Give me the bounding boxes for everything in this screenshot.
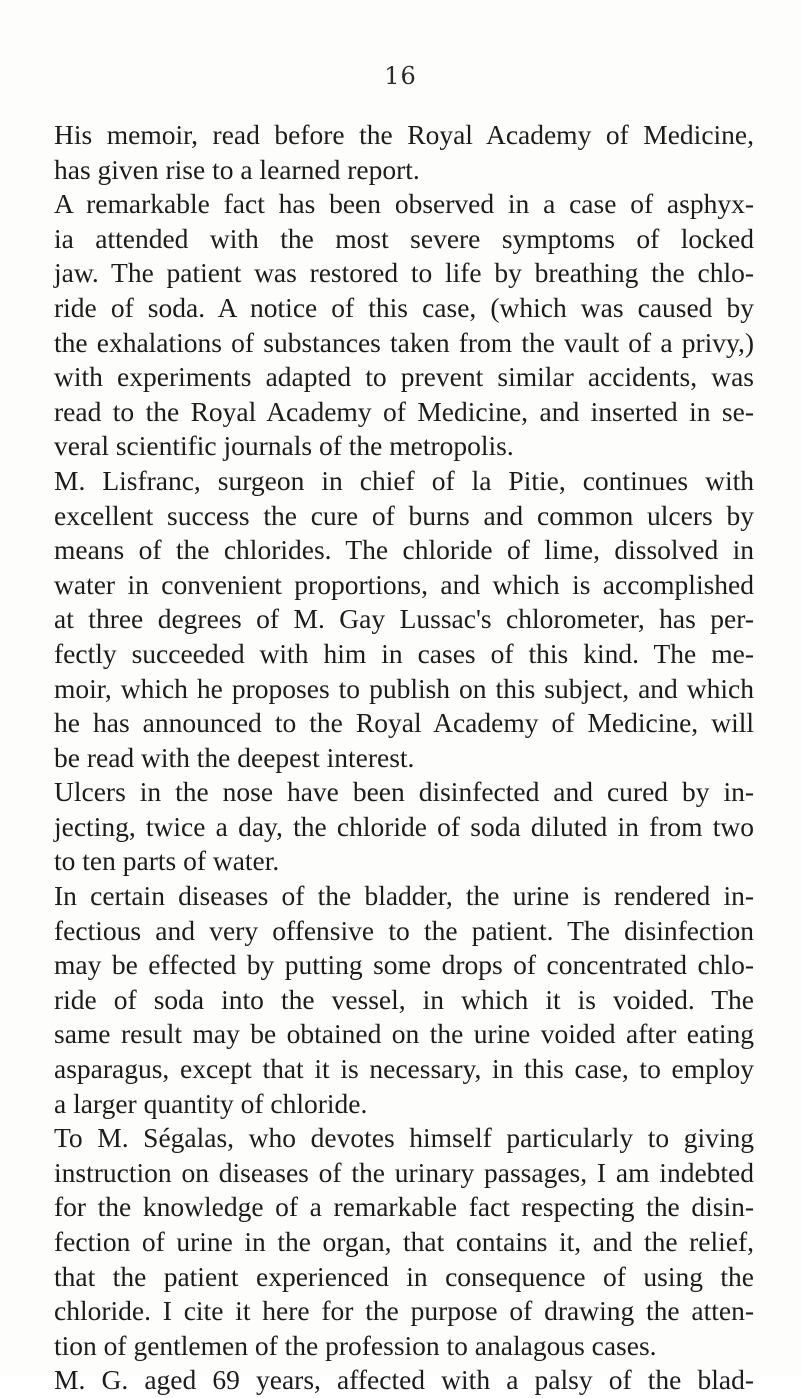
text-line: be read with the deepest interest. [54, 741, 415, 773]
text-line: tion of gentlemen of the profession to analagous cases. [54, 1329, 657, 1361]
text-line: to ten parts of water. [54, 845, 280, 877]
text-line: that the patient experienced in consequence of using the [54, 1260, 754, 1292]
text-line: for the knowledge of a remarkable fact respecting the disin- [54, 1191, 754, 1223]
text-line: may be effected by putting some drops of concentrated chlo- [54, 949, 754, 981]
text-line: In certain diseases of the bladder, the urine is rendered in- [54, 880, 754, 912]
text-line: jaw. The patient was restored to life by breathing the chlo- [54, 257, 754, 289]
text-line: Ulcers in the nose have been disinfected and cured by in- [54, 776, 754, 808]
text-line: he has announced to the Royal Academy of Medicine, will [54, 707, 754, 739]
text-line: fection of urine in the organ, that contains it, and the relief, [54, 1226, 754, 1257]
text-line: read to the Royal Academy of Medicine, and inserted in se- [54, 395, 754, 427]
page-number: 16 [384, 62, 417, 90]
text-line: fectly succeeded with him in cases of this kind. The me- [54, 637, 754, 669]
text-line: ride of soda. A notice of this case, (which was caused by [54, 291, 754, 323]
text-line: ride of soda into the vessel, in which it is voided. The [54, 983, 754, 1015]
text-line: His memoir, read before the Royal Academy of Medicine, [54, 119, 754, 150]
text-line: excellent success the cure of burns and common ulcers by [54, 499, 754, 531]
text-line: has given rise to a learned report. [54, 153, 420, 185]
text-line: asparagus, except that it is necessary, in this case, to employ [54, 1053, 754, 1085]
text-line: chloride. I cite it here for the purpose of drawing the atten- [54, 1295, 754, 1327]
text-line: at three degrees of M. Gay Lussac's chlorometer, has per- [54, 603, 754, 635]
text-line: moir, which he proposes to publish on this subject, and which [54, 672, 754, 704]
text-line: jecting, twice a day, the chloride of soda diluted in from two [54, 810, 754, 842]
text-line: a larger quantity of chloride. [54, 1087, 368, 1119]
text-line: To M. Ségalas, who devotes himself particularly to giving [54, 1122, 754, 1154]
text-line: water in convenient proportions, and which is accomplished [54, 568, 754, 600]
text-line: instruction on diseases of the urinary passages, I am indebted [54, 1156, 754, 1188]
text-line: with experiments adapted to prevent similar accidents, was [54, 361, 754, 393]
body-text [54, 118, 754, 1398]
text-line: means of the chlorides. The chloride of lime, dissolved in [54, 534, 754, 566]
text-line: A remarkable fact has been observed in a case of asphyx- [54, 188, 754, 220]
text-line: M. G. aged 69 years, affected with a palsy of the blad- [54, 1364, 754, 1396]
text-line: ia attended with the most severe symptoms of locked [54, 222, 754, 254]
text-line: M. Lisfranc, surgeon in chief of la Pitie, continues with [54, 464, 754, 496]
text-line: same result may be obtained on the urine voided after eating [54, 1018, 754, 1050]
text-line: veral scientific journals of the metropolis. [54, 430, 514, 462]
text-line: the exhalations of substances taken from the vault of a privy,) [54, 326, 754, 358]
text-line: fectious and very offensive to the patient. The disinfection [54, 914, 754, 946]
